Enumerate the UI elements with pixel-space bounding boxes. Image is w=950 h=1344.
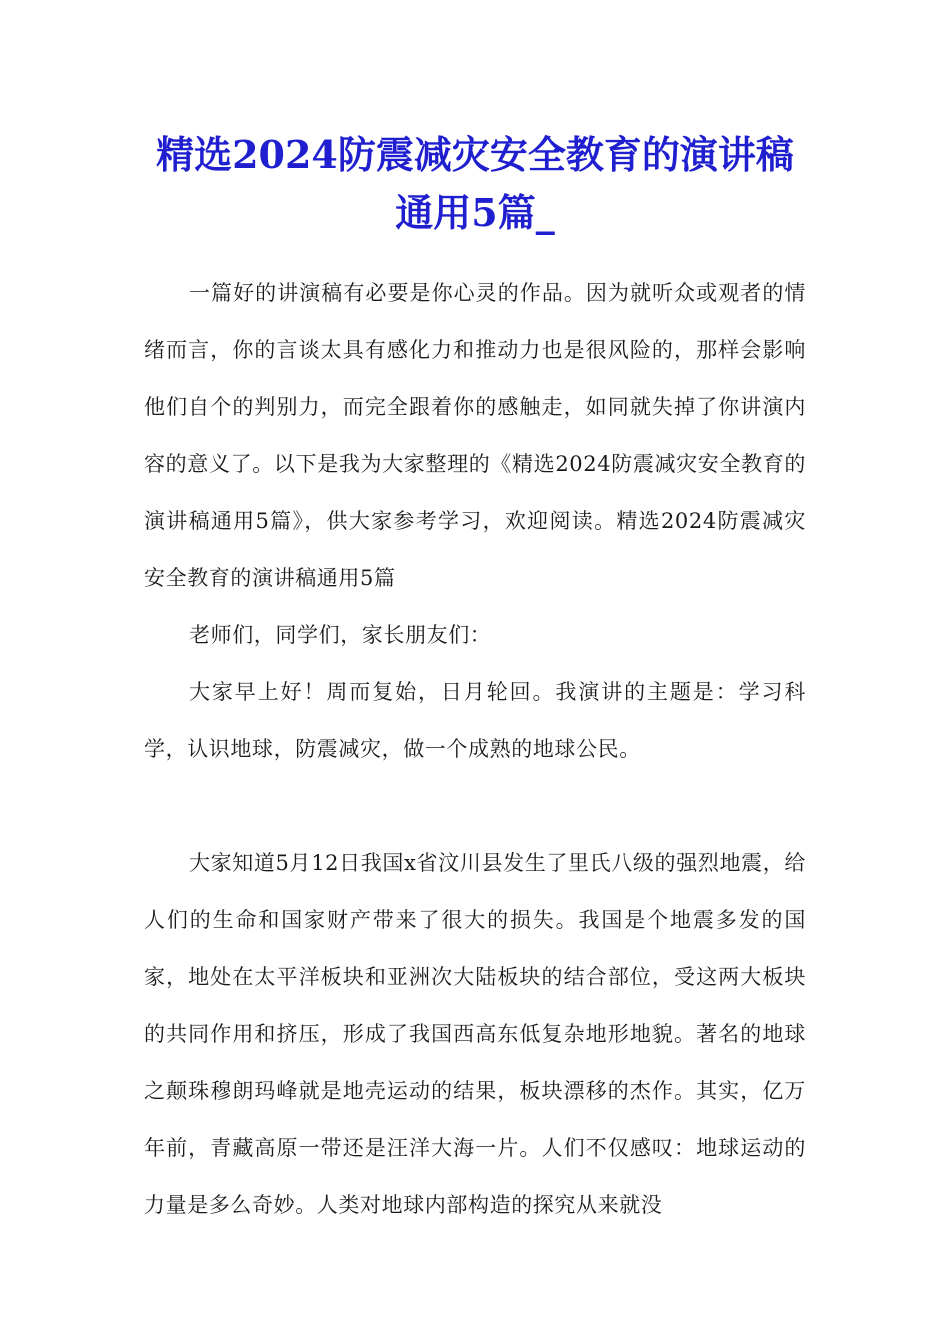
document-title: 精选2024防震减灾安全教育的演讲稿通用5篇_: [156, 132, 794, 235]
paragraph-greeting: 老师们，同学们，家长朋友们：: [189, 623, 492, 647]
paragraph-opening: 大家早上好！周而复始，日月轮回。我演讲的主题是：学习科学，认识地球，防震减灾，做一个成熟的地球公民。: [144, 680, 806, 761]
blank-line: [144, 778, 806, 835]
paragraph-intro: 一篇好的讲演稿有必要是你心灵的作品。因为就听众或观者的情绪而言，你的言谈太具有感化力和推动力也是很风险的，那样会影响他们自个的判别力，而完全跟着你的感触走，如同就失掉了你讲演内容的意义了。以下是我为大家整理的《精选2024防震减灾安全教育的演讲稿通用5篇》，供大家参考学习，欢迎阅读。精选2024防震减灾安全教育的演讲稿通用5篇: [144, 281, 806, 590]
paragraph-earthquake: 大家知道5月12日我国x省汶川县发生了里氏八级的强烈地震，给人们的生命和国家财产带来了很大的损失。我国是个地震多发的国家，地处在太平洋板块和亚洲次大陆板块的结合部位，受这两大板块的共同作用和挤压，形成了我国西高东低复杂地形地貌。著名的地球之颠珠穆朗玛峰就是地壳运动的结果，板块漂移的杰作。其实，亿万年前，青藏高原一带还是汪洋大海一片。人们不仅感叹：地球运动的力量是多么奇妙。人类对地球内部构造的探究从来就没: [144, 851, 806, 1217]
document-body: [144, 265, 806, 1234]
